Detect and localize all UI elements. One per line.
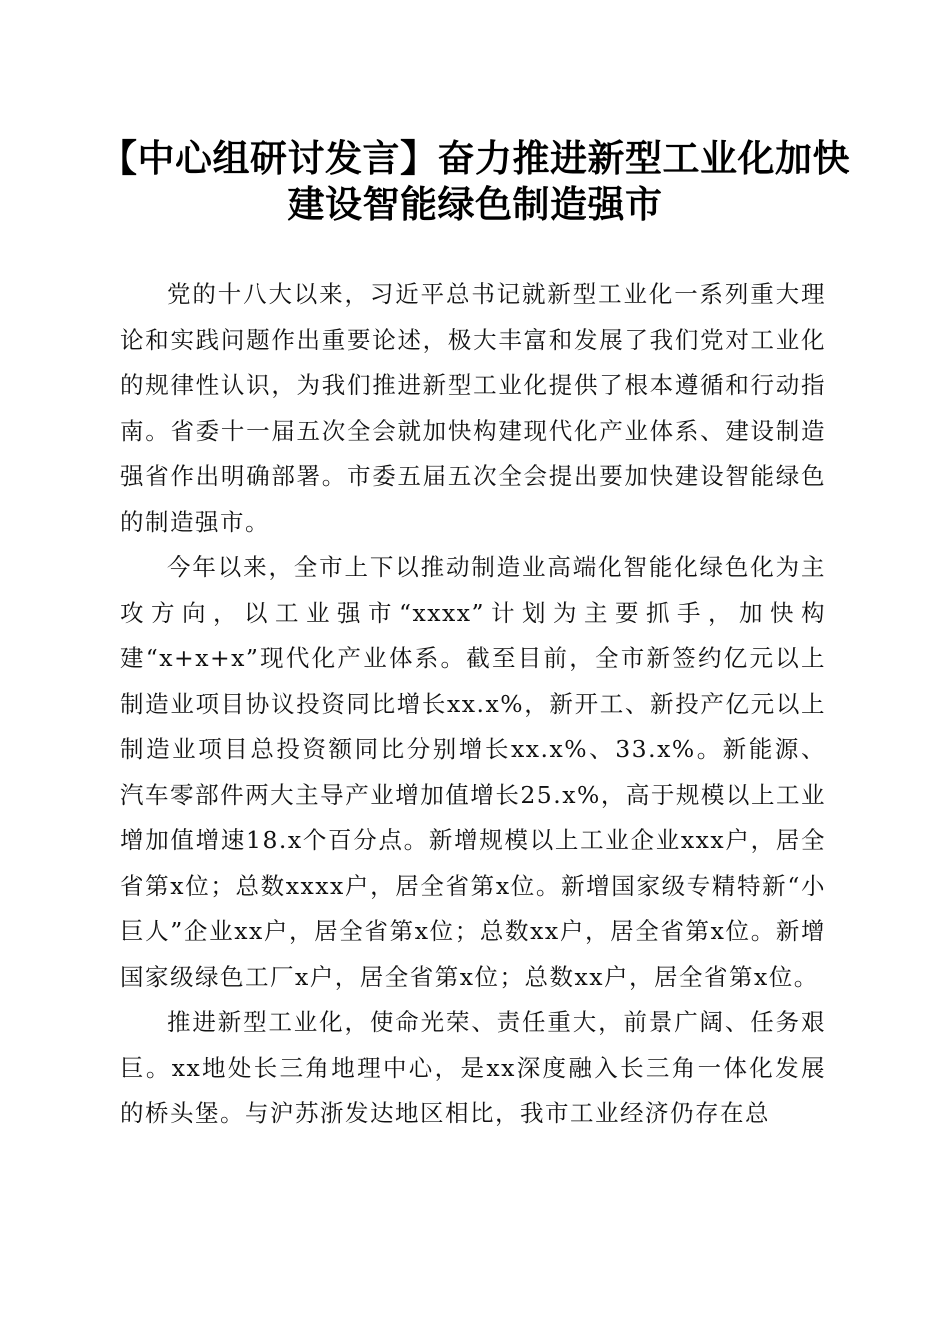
- title-line-2: 建设智能绿色制造强市: [287, 183, 663, 226]
- paragraph: 今年以来，全市上下以推动制造业高端化智能化绿色化为主攻方向，以工业强市“xxxx”计划为主要抓手，加快构建“x+x+x”现代化产业体系。截至目前，全市新签约亿元以上制造业项目协议投资同比增长xx.x%，新开工、新投产亿元以上制造业项目总投资额同比分别增长xx.x%、33.x%。新能源、汽车零部件两大主导产业增加值增长25.x%，高于规模以上工业增加值增速18.x个百分点。新增规模以上工业企业xxx户，居全省第x位；总数xxxx户，居全省第x位。新增国家级专精特新“小巨人”企业xx户，居全省第x位；总数xx户，居全省第x位。新增国家级绿色工厂x户，居全省第x位；总数xx户，居全省第x位。: [120, 553, 826, 991]
- paragraph: 推进新型工业化，使命光荣、责任重大，前景广阔、任务艰巨。xx地处长三角地理中心，是xx深度融入长三角一体化发展的桥头堡。与沪苏浙发达地区相比，我市工业经济仍存在总: [120, 1008, 826, 1127]
- document-title: [100, 136, 850, 228]
- title-line-1: 【中心组研讨发言】奋力推进新型工业化加快: [100, 137, 850, 180]
- paragraph: 党的十八大以来，习近平总书记就新型工业化一系列重大理论和实践问题作出重要论述，极大丰富和发展了我们党对工业化的规律性认识，为我们推进新型工业化提供了根本遵循和行动指南。省委十一届五次全会就加快构建现代化产业体系、建设制造强省作出明确部署。市委五届五次全会提出要加快建设智能绿色的制造强市。: [120, 280, 826, 536]
- document-body: [120, 272, 826, 1137]
